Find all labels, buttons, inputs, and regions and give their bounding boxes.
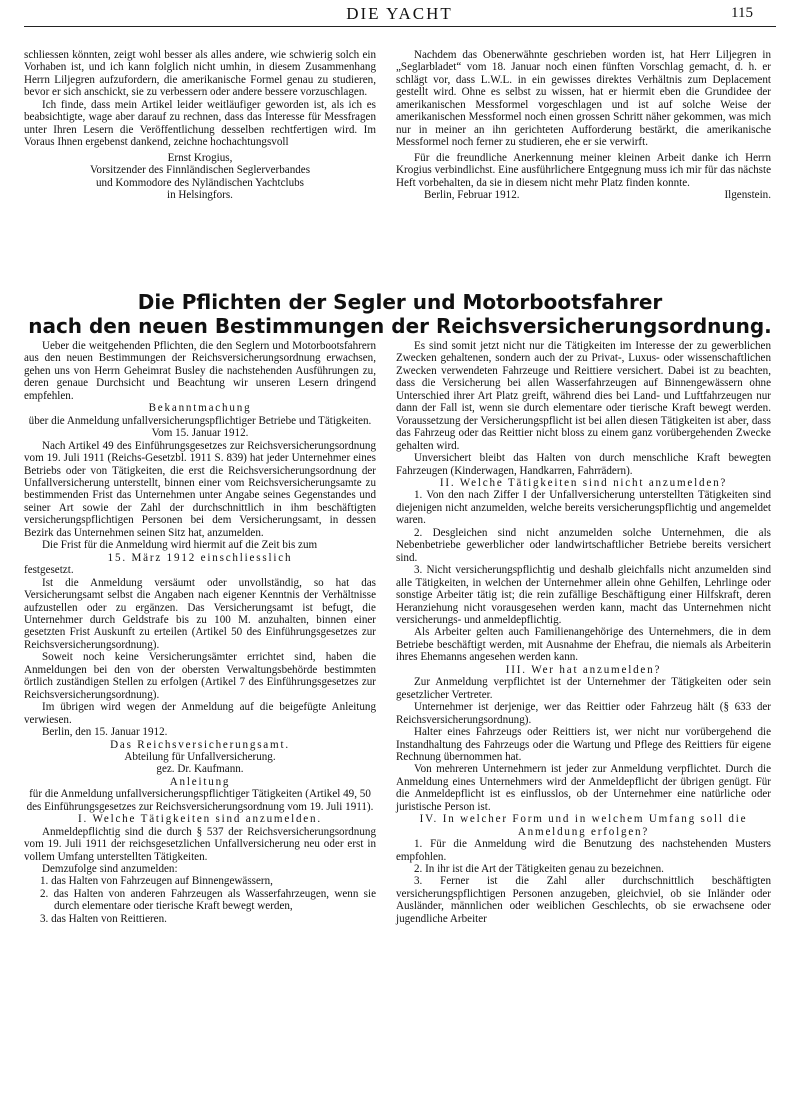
intro-paragraph: Ueber die weitgehenden Pflichten, die den Seglern und Motorbootsfahrern aus den neuen Bestimmungen der Reichsversicherungsordnung erwachsen, gehen uns von Herrn Geheimrat Busley die nachstehenden Ausführungen zu, deren genaue Durchsicht und Beachtung wir unseren Lesern dringend empfehlen.	[24, 340, 376, 402]
section-title: Bekanntmachung	[148, 402, 252, 415]
article-heading	[24, 290, 776, 338]
paragraph: Nach Artikel 49 des Einführungsgesetzes zur Reichsversicherungsordnung vom 19. Juli 1911 (Reichs-Gesetzbl. 1911 S. 839) hat jeder Unternehmer eines Betriebs oder von Tätigkeiten, die erst die Reichsversicherungsordnung der Unfallversicherung unterstellt, binnen einer vom Reichsversicherungsamte zu bestimmenden Frist das Unternehmen unter Angabe seines Gegenstandes und seiner Art sowie der Zahl der durchschnittlich in ihm beschäftigten versicherungspflichtigen Personen bei dem Versicherungsamt, in dessen Bezirk das Unternehmen seinen Sitz hat, anzumelden.	[24, 439, 376, 539]
signature-line: Vorsitzender des Finnländischen Seglerverbandes	[89, 164, 311, 177]
paragraph: schliessen könnten, zeigt wohl besser als alles andere, wie schwierig solch ein Vorhaben ist, und ich kann folglich nicht umhin, in diesem Zusammenhang Herrn Liljegren aufzufordern, die amerikanische Formel genau zu studieren, bevor er sich anschickt, sie zu verbessern oder andere bessere vorzuschlagen.	[24, 49, 376, 99]
list-item: 2. das Halten von anderen Fahrzeugen als Wasserfahrzeugen, wenn sie durch elementare oder tierische Kraft bewegt werden,	[40, 887, 376, 913]
subsection-title: I. Welche Tätigkeiten sind anzumelden.	[78, 813, 322, 826]
paragraph: 2. Desgleichen sind nicht anzumelden solche Unternehmen, die als Nebenbetriebe gewerblicher oder landwirtschaftlicher Betriebe bereits versichert sind.	[396, 526, 771, 564]
list-item: 3. das Halten von Reittieren.	[40, 912, 167, 925]
paragraph: Soweit noch keine Versicherungsämter errichtet sind, haben die Anmeldungen bei den von der obersten Verwaltungsbehörde bestimmten örtlich zuständigen Stellen zu erfolgen (Artikel 7 des Einführungsgesetzes zur Reichsversicherungsordnung).	[24, 651, 376, 701]
dateline: Berlin, den 15. Januar 1912.	[42, 726, 168, 739]
paragraph: Unternehmer ist derjenige, wer das Reittier oder Fahrzeug hält (§ 633 der Reichsversicherungsordnung).	[396, 701, 771, 726]
signature-line: und Kommodore des Nyländischen Yachtclubs	[96, 176, 304, 189]
header-rule	[24, 26, 776, 27]
paragraph: Als Arbeiter gelten auch Familienangehörige des Unternehmers, die in dem Betriebe beschäftigt werden, mit Ausnahme der Ehefrau, die niemals als Arbeiterin ihres Ehemanns angesehen werden kann.	[396, 626, 771, 664]
article-left-column	[24, 340, 376, 925]
authority-name: Das Reichsversicherungsamt.	[110, 738, 290, 751]
paragraph: Für die freundliche Anerkennung meiner kleinen Arbeit danke ich Herrn Krogius verbindlichst. Eine ausführlichere Entgegnung muss ich mir für das nächste Heft vorbehalten, da sie in diesem nicht mehr Platz finden konnte.	[396, 151, 771, 189]
authority-department: Abteilung für Unfallversicherung.	[124, 750, 276, 763]
paragraph: Unversichert bleibt das Halten von durch menschliche Kraft bewegten Fahrzeugen (Kinderwagen, Handkarren, Fahrrädern).	[396, 452, 771, 477]
authority-signature: gez. Dr. Kaufmann.	[156, 763, 244, 776]
paragraph: 3. Ferner ist die Zahl aller durchschnittlich beschäftigten versicherungspflichtigen Personen anzugeben, gleichviel, ob sie Inländer oder Ausländer, männlichen oder weiblichen Geschlechts, ob sie erwachsene oder jugendliche Arbeiter	[396, 875, 771, 925]
editor-signature	[396, 189, 771, 201]
signature-name: Ernst Krogius,	[167, 151, 233, 164]
paragraph: 1. Von den nach Ziffer I der Unfallversicherung unterstellten Tätigkeiten sind diejenigen nicht anzumelden, welche bereits versicherungspflichtig und angemeldet waren.	[396, 489, 771, 527]
paragraph: Zur Anmeldung verpflichtet ist der Unternehmer der Tätigkeiten oder sein gesetzlicher Vertreter.	[396, 676, 771, 701]
paragraph: 3. Nicht versicherungspflichtig und deshalb gleichfalls nicht anzumelden sind alle Tätigkeiten, in welchen der Unternehmer allein ohne Gehilfen, Lehrlinge oder sonstige Arbeiter tätig ist; die rein zufällige Beschäftigung einer Hilfskraft, deren Heranziehung nicht vorausgesehen werden kann, macht das Unternehmen nicht versicherungs- und anmeldepflichtig.	[396, 564, 771, 626]
page-number: 115	[731, 5, 753, 21]
paragraph: Anmeldepflichtig sind die durch § 537 der Reichsversicherungsordnung vom 19. Juli 1911 der reichsgesetzlichen Unfallversicherung neu oder erst in vollem Umfang unterstellten Tätigkeiten.	[24, 825, 376, 863]
paragraph: Es sind somit jetzt nicht nur die Tätigkeiten im Interesse der zu gewerblichen Zwecken gehaltenen, sondern auch der zu Privat-, Luxus- oder wissenschaftlichen Zwecken verwendeten Fahrzeuge und Reittiere versichert. Dabei ist zu beachten, dass die Versicherung bei allen Wasserfahrzeugen auf Binnengewässern ohne Unterschied ihrer Art Platz greift, während dies bei Land- und Luftfahrzeugen nur dann der Fall ist, wenn sie durch elementare oder tierische Kraft bewegt werden. Voraussetzung der Versicherungspflicht ist bei allen diesen Tätigkeiten ist aber, dass das Fahrzeug oder das Reittier nicht bloss zu einem ganz vorübergehenden Zwecke gehalten wird.	[396, 340, 771, 452]
section-subtitle: über die Anmeldung unfallversicherungspflichtiger Betriebe und Tätigkeiten. Vom 15. Januar 1912.	[28, 414, 372, 440]
paragraph: Ist die Anmeldung versäumt oder unvollständig, so hat das Versicherungsamt selbst die Angaben nach eigener Kenntnis der Verhältnisse aufzustellen oder zu ergänzen. Das Versicherungsamt ist befugt, die Unternehmer durch Geldstrafe bis zu 100 M. anzuhalten, binnen einer gesetzten Frist Auskunft zu erteilen (Artikel 50 des Einführungsgesetzes zur Reichsversicherungsordnung).	[24, 576, 376, 651]
list-item: 1. das Halten von Fahrzeugen auf Binnengewässern,	[40, 875, 273, 888]
subsection-title: III. Wer hat anzumelden?	[505, 663, 662, 676]
paragraph: 2. In ihr ist die Art der Tätigkeiten genau zu bezeichnen.	[414, 863, 664, 876]
paragraph: Halter eines Fahrzeugs oder Reittiers ist, wer nicht nur vorübergehend die Instandhaltung des Fahrzeugs oder die Wartung und Pflege des Reittiers für eigene Rechnung übernommen hat.	[396, 726, 771, 763]
journal-title: DIE YACHT	[346, 4, 453, 23]
article-heading-line: Die Pflichten der Segler und Motorbootsfahrer	[137, 290, 663, 314]
paragraph: Im übrigen wird wegen der Anmeldung auf die beigefügte Anleitung verwiesen.	[24, 701, 376, 726]
paragraph: Demzufolge sind anzumelden:	[42, 863, 178, 876]
section-title: Anleitung	[169, 775, 231, 788]
signature-name: Ilgenstein.	[724, 188, 771, 201]
deadline-date: 15. März 1912 einschliesslich	[107, 551, 293, 564]
paragraph: 1. Für die Anmeldung wird die Benutzung des nachstehenden Musters empfohlen.	[396, 838, 771, 863]
article-heading-line: nach den neuen Bestimmungen der Reichsversicherungsordnung.	[28, 314, 772, 338]
page-header	[0, 4, 799, 24]
top-left-column	[24, 49, 376, 201]
paragraph: Ich finde, dass mein Artikel leider weitläufiger geworden ist, als ich es beabsichtigte, wage aber darauf zu rechnen, dass das Interesse für Messfragen unter Ihren Lesern die Veröffentlichung desselben rechtfertigen wird. Im Voraus Ihnen ergebenst dankend, zeichne hochachtungsvoll	[24, 98, 376, 149]
paragraph: Die Frist für die Anmeldung wird hiermit auf die Zeit bis zum	[42, 539, 318, 552]
paragraph: Nachdem das Obenerwähnte geschrieben worden ist, hat Herr Liljegren in „Seglarbladet“ vom 18. Januar noch einen fünften Vorschlag gemacht, d. h. er schlägt vor, dass L.W.L. in ein gewisses direktes Verhältnis zum Deplacement gestellt wird. Ohne es selbst zu wissen, hat er hiermit eben die Grundidee der amerikanischen Messformel vorgeschlagen und ist auf solche Weise der amerikanischen Messformel noch einen grossen Schritt näher gekommen, was mich nur in meiner an ihn gerichteten Aufforderung bestärkt, die amerikanische Messformel noch ferner zu studieren, ehe er sie verwirft.	[396, 49, 771, 149]
subsection-title: IV. In welcher Form und in welchem Umfang soll die Anmeldung erfolgen?	[419, 813, 748, 838]
top-right-column	[396, 49, 771, 201]
section-subtitle: für die Anmeldung unfallversicherungspflichtiger Tätigkeiten (Artikel 49, 50 des Einführungsgesetzes zur Reichsversicherungsordnung vom 19. Juli 1911).	[26, 788, 374, 813]
article-right-column	[396, 340, 771, 925]
subsection-title: II. Welche Tätigkeiten sind nicht anzumelden?	[439, 476, 728, 489]
paragraph: Von mehreren Unternehmern ist jeder zur Anmeldung verpflichtet. Durch die Anmeldung eines Unternehmers wird der Anmeldepflicht der übrigen genügt. Für die Anmeldepflicht ist es einflusslos, ob der Unternehmer eine natürliche oder juristische Person ist.	[396, 763, 771, 813]
signature-place-date: Berlin, Februar 1912.	[424, 188, 520, 201]
paragraph: festgesetzt.	[24, 564, 74, 577]
signature-line: in Helsingfors.	[167, 188, 233, 201]
